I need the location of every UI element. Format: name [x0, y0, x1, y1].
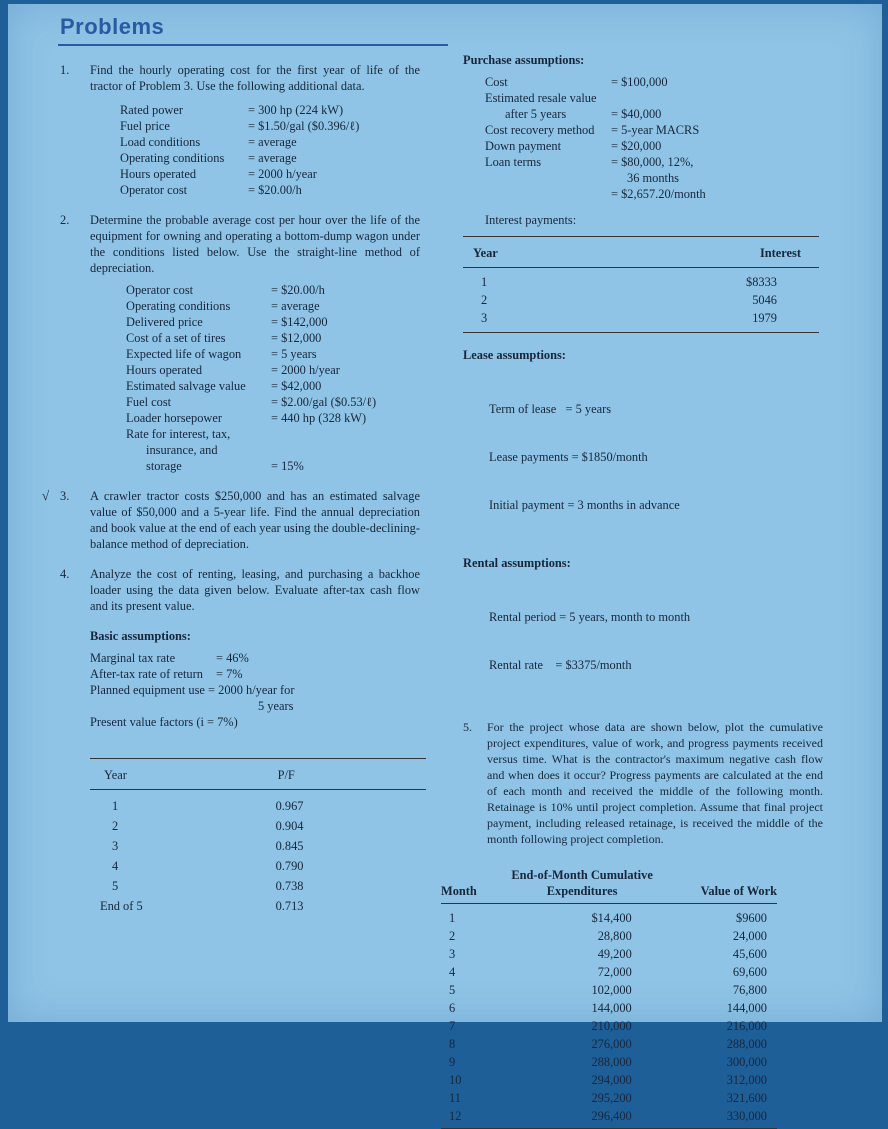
planned-use-line-1: Planned equipment use = 2000 h/year for [90, 683, 295, 697]
table-cell: 72,000 [597, 965, 632, 979]
row-label: Rated power [120, 103, 183, 117]
expenditures-table-body [441, 904, 777, 1129]
data-row [126, 426, 420, 442]
row-label: after 5 years [505, 107, 567, 121]
row-label: Cost [485, 75, 508, 89]
table-cell: 144,000 [591, 1001, 632, 1015]
table-cell: 0.713 [275, 899, 304, 913]
row-value: = 2000 h/year [248, 167, 317, 181]
loan-term-months: 36 months [627, 171, 679, 185]
data-row [126, 282, 420, 298]
table-cell: 1 [449, 911, 456, 925]
table-cell: 0.904 [275, 819, 304, 833]
row-value: = 440 hp (328 kW) [271, 411, 367, 425]
data-row [90, 666, 420, 682]
problem-3 [42, 488, 420, 552]
problem-4 [60, 566, 420, 614]
table-cell: 7 [449, 1019, 456, 1033]
row-value: = $40,000 [611, 107, 662, 121]
problem-1-data [60, 102, 420, 198]
table-cell: 45,600 [732, 947, 767, 961]
problem-2-number: 2. [60, 213, 70, 227]
column-header: Month [441, 884, 477, 898]
row-value: = 15% [271, 459, 304, 473]
table-cell: 300,000 [726, 1055, 767, 1069]
table-cell: 312,000 [726, 1073, 767, 1087]
row-label: Fuel cost [126, 395, 172, 409]
data-row [485, 122, 823, 138]
table-cell: 0.845 [275, 839, 304, 853]
table-row [441, 904, 777, 928]
right-column [441, 52, 823, 1129]
purchase-assumptions-title: Purchase assumptions: [463, 53, 585, 67]
row-label: Down payment [485, 139, 562, 153]
problem-2-text: Determine the probable average cost per hour over the life of the equipment for owning and operating a bottom-dump wagon under the conditions listed below. Use the straight-line method of depreciation. [90, 213, 420, 275]
table-row [441, 1107, 777, 1129]
data-row [485, 74, 823, 90]
table-cell: 69,600 [732, 965, 767, 979]
table-cell: 3 [112, 839, 119, 853]
table-cell: 49,200 [597, 947, 632, 961]
problem-1 [60, 62, 420, 94]
planned-use-line-2: 5 years [258, 699, 294, 713]
table-cell: 1 [481, 275, 488, 289]
row-value: = $80,000, 12%, [611, 155, 694, 169]
table-row [441, 999, 777, 1017]
table-row [90, 836, 426, 856]
data-row [126, 410, 420, 426]
problem-3-text: A crawler tractor costs $250,000 and has an estimated salvage value of $50,000 and a 5-year life. Find the annual depreciation and book value at the end of each year using the double-declining-balance method of depreciation. [90, 489, 420, 551]
row-label: Operator cost [120, 183, 188, 197]
table-cell: 216,000 [726, 1019, 767, 1033]
data-row [126, 298, 420, 314]
table-cell: 294,000 [591, 1073, 632, 1087]
table-cell: 0.967 [275, 799, 304, 813]
data-row [120, 118, 420, 134]
row-label: Cost recovery method [485, 123, 595, 137]
table-row [463, 291, 819, 309]
column-header: Year [104, 768, 127, 782]
data-row [126, 394, 420, 410]
column-header: Value of Work [700, 884, 777, 898]
table-row [90, 876, 426, 896]
problem-5-number: 5. [463, 720, 472, 734]
table-cell: 210,000 [591, 1019, 632, 1033]
table-cell: 5 [449, 983, 456, 997]
row-value: = $20,000 [611, 139, 662, 153]
table-row [90, 896, 426, 916]
data-row [485, 90, 823, 106]
data-row [126, 362, 420, 378]
present-value-label: Present value factors (i = 7%) [90, 715, 238, 729]
basic-assumptions [60, 628, 420, 730]
checkmark-icon: √ [42, 488, 50, 503]
column-header-line: End-of-Month Cumulative [511, 868, 653, 882]
table-cell: 24,000 [732, 929, 767, 943]
table-row [441, 1035, 777, 1053]
row-label: Cost of a set of tires [126, 331, 226, 345]
table-row [441, 927, 777, 945]
problem-4-text: Analyze the cost of renting, leasing, and purchasing a backhoe loader using the data given below. Evaluate after-tax cash flow and its present value. [90, 567, 420, 613]
column-header-line: Expenditures [546, 884, 618, 898]
data-row [485, 138, 823, 154]
table-row [441, 945, 777, 963]
textbook-page [8, 4, 882, 1123]
row-value [611, 90, 823, 106]
data-row [485, 106, 823, 122]
table-cell: 4 [449, 965, 456, 979]
table-cell: 0.790 [275, 859, 304, 873]
row-value: = $20.00/h [248, 183, 302, 197]
table-cell: 296,400 [591, 1109, 632, 1123]
table-cell: 11 [449, 1091, 461, 1105]
row-value: = 7% [216, 667, 243, 681]
lease-line: Lease payments = $1850/month [489, 450, 648, 464]
data-row [126, 458, 420, 474]
table-row [441, 981, 777, 999]
row-value: = 300 hp (224 kW) [248, 103, 344, 117]
table-cell: 330,000 [726, 1109, 767, 1123]
problem-2-data [60, 282, 420, 474]
row-value: = 5 years [271, 347, 317, 361]
table-cell: 3 [481, 311, 488, 325]
row-label: Operating conditions [126, 299, 231, 313]
row-label: Expected life of wagon [126, 347, 242, 361]
table-cell: 9 [449, 1055, 456, 1069]
rental-assumptions-title: Rental assumptions: [463, 556, 571, 570]
problem-5 [463, 719, 823, 847]
table-cell: 3 [449, 947, 456, 961]
problem-1-text: Find the hourly operating cost for the first year of life of the tractor of Problem 3. Use the following additional data. [90, 63, 420, 93]
row-label: storage [146, 459, 182, 473]
table-cell: 1 [112, 799, 119, 813]
table-cell: 0.738 [275, 879, 304, 893]
table-row [441, 1053, 777, 1071]
table-row [441, 1071, 777, 1089]
lease-line: Initial payment = 3 months in advance [489, 498, 680, 512]
data-row [485, 154, 823, 170]
problem-4-number: 4. [60, 567, 70, 581]
column-header: Year [473, 246, 498, 260]
row-label: Load conditions [120, 135, 201, 149]
table-cell: $14,400 [591, 911, 632, 925]
table-cell: 144,000 [726, 1001, 767, 1015]
row-label: Operator cost [126, 283, 194, 297]
table-cell: 8 [449, 1037, 456, 1051]
table-cell: 1979 [752, 311, 777, 325]
table-cell: 4 [112, 859, 119, 873]
table-row [441, 1017, 777, 1035]
row-label: Hours operated [120, 167, 197, 181]
interest-payments-title: Interest payments: [485, 213, 577, 227]
row-value: = 5-year MACRS [611, 123, 700, 137]
loan-monthly-payment: = $2,657.20/month [611, 187, 706, 201]
table-row [90, 856, 426, 876]
lease-line: Term of lease = 5 years [489, 402, 612, 416]
table-cell: 2 [449, 929, 456, 943]
rental-assumptions [463, 577, 823, 705]
row-label: Estimated resale value [485, 91, 597, 105]
row-label: Estimated salvage value [126, 379, 246, 393]
data-row [120, 150, 420, 166]
table-cell: 12 [449, 1109, 462, 1123]
table-cell: 321,600 [726, 1091, 767, 1105]
row-value: = 46% [216, 651, 249, 665]
rental-line: Rental rate = $3375/month [489, 658, 632, 672]
table-row [441, 963, 777, 981]
row-value: = average [248, 151, 297, 165]
table-cell: 2 [112, 819, 119, 833]
table-row [463, 268, 819, 292]
data-row [126, 314, 420, 330]
row-label: Marginal tax rate [90, 651, 176, 665]
data-row [126, 378, 420, 394]
row-label: Rate for interest, tax, [126, 427, 231, 441]
row-label: insurance, and [146, 443, 218, 457]
lease-assumptions [463, 369, 823, 545]
heading-rule [58, 44, 448, 46]
data-row [90, 650, 420, 666]
table-cell: End of 5 [100, 899, 143, 913]
rental-line: Rental period = 5 years, month to month [489, 610, 691, 624]
problem-3-number: 3. [60, 489, 70, 503]
data-row [120, 166, 420, 182]
row-value: = 2000 h/year [271, 363, 340, 377]
problem-2 [60, 212, 420, 276]
row-value: = $1.50/gal ($0.396/ℓ) [248, 119, 360, 133]
table-row [90, 816, 426, 836]
row-label: After-tax rate of return [90, 667, 203, 681]
row-value: = $142,000 [271, 315, 328, 329]
table-cell: 5046 [752, 293, 777, 307]
table-row [90, 790, 426, 817]
lease-assumptions-title: Lease assumptions: [463, 348, 566, 362]
column-header: Interest [759, 246, 801, 260]
data-row [120, 102, 420, 118]
row-value: = average [271, 299, 320, 313]
data-row [126, 330, 420, 346]
table-cell: $9600 [736, 911, 767, 925]
table-cell: 295,200 [591, 1091, 632, 1105]
table-cell: 6 [449, 1001, 456, 1015]
table-cell: 102,000 [591, 983, 632, 997]
table-cell: 5 [112, 879, 119, 893]
table-row [441, 1089, 777, 1107]
row-value: = $20.00/h [271, 283, 325, 297]
table-cell: 76,800 [732, 983, 767, 997]
table-cell: 28,800 [597, 929, 632, 943]
interest-table [463, 236, 819, 333]
table-cell: $8333 [746, 275, 777, 289]
table-cell: 276,000 [591, 1037, 632, 1051]
row-label: Loader horsepower [126, 411, 222, 425]
column-header: P/F [277, 768, 295, 782]
row-label: Loan terms [485, 155, 542, 169]
table-header-row [90, 759, 426, 790]
table-header-row [441, 867, 777, 904]
section-heading: Problems [60, 14, 165, 39]
basic-assumptions-title: Basic assumptions: [90, 629, 191, 643]
row-value: = $2.00/gal ($0.53/ℓ) [271, 395, 377, 409]
problem-5-text: For the project whose data are shown below, plot the cumulative project expenditures, value of work, and progress payments received versus time. What is the contractor's maximum negative cash flow and when does it occur? Progress payments are calculated at the end of each month and received the middle of the following month. Retainage is 10% until project completion. Assume that final project payment, including released retainage, is received the middle of the month following project completion. [487, 720, 823, 846]
problem-1-number: 1. [60, 63, 70, 77]
table-cell: 288,000 [591, 1055, 632, 1069]
row-label: Delivered price [126, 315, 203, 329]
table-cell: 2 [481, 293, 488, 307]
expenditures-table [441, 867, 777, 1129]
table-cell: 288,000 [726, 1037, 767, 1051]
table-cell: 10 [449, 1073, 462, 1087]
data-row [120, 134, 420, 150]
present-value-table [90, 758, 426, 916]
row-label: Fuel price [120, 119, 170, 133]
row-value: = $12,000 [271, 331, 322, 345]
row-label: Hours operated [126, 363, 203, 377]
column-header [488, 867, 675, 904]
left-column [42, 54, 420, 916]
row-value: = average [248, 135, 297, 149]
purchase-assumptions [463, 74, 823, 202]
row-label: Operating conditions [120, 151, 225, 165]
table-header-row [463, 237, 819, 268]
table-row [463, 309, 819, 333]
row-value: = $42,000 [271, 379, 322, 393]
data-row [126, 442, 420, 458]
data-row [120, 182, 420, 198]
row-value: = $100,000 [611, 75, 668, 89]
data-row [126, 346, 420, 362]
